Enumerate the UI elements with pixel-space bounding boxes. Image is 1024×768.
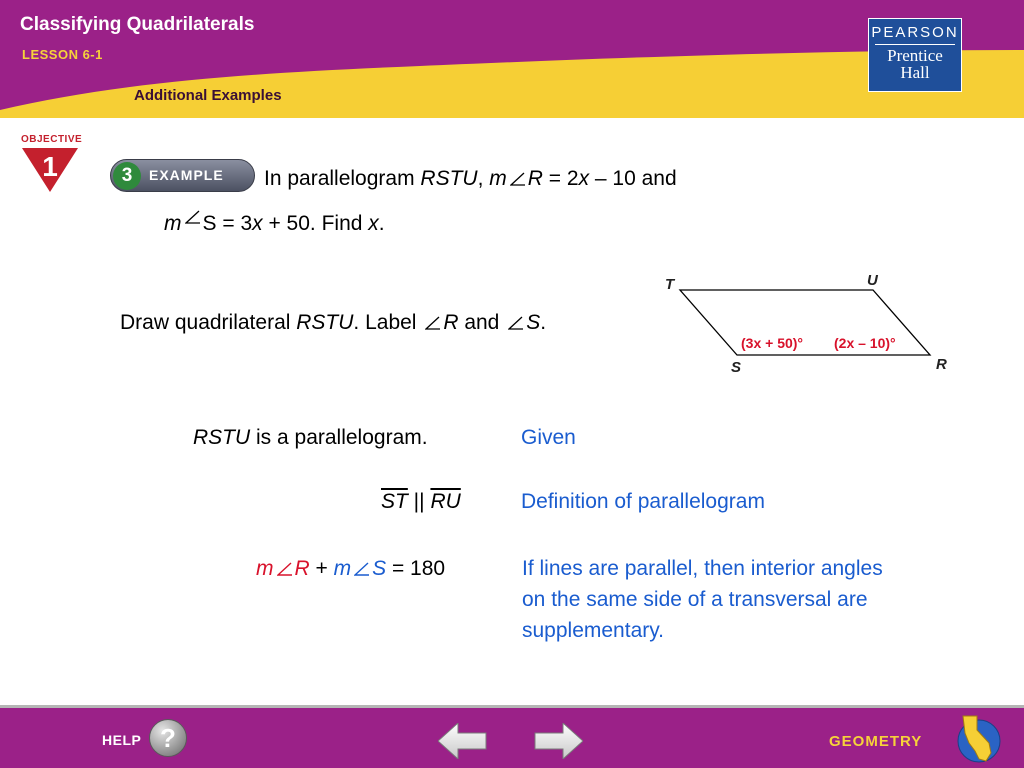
logo-divider <box>875 44 955 45</box>
problem-line-1 <box>264 167 677 191</box>
equation-part: + 50. Find <box>262 212 369 235</box>
angle-R: R <box>294 557 310 580</box>
instruction-text: and <box>458 311 506 334</box>
help-label[interactable]: HELP <box>102 732 142 748</box>
vertex-R: R <box>936 356 947 373</box>
statement-1 <box>193 426 428 450</box>
lesson-title: Classifying Quadrilaterals <box>20 14 255 35</box>
period: . <box>378 212 385 235</box>
angle-R: R <box>527 167 543 190</box>
lesson-number: LESSON 6-1 <box>22 47 103 62</box>
comma: , <box>477 167 490 190</box>
equation-part: = 2 <box>542 167 579 190</box>
angle-icon <box>354 562 369 576</box>
measure-m: m <box>333 557 352 580</box>
pearson-logo <box>868 18 962 92</box>
segment-RU: $\overline{RU}$ <box>430 490 461 513</box>
objective-badge-icon <box>22 148 78 194</box>
vertex-T: T <box>665 276 675 293</box>
measure-m: m <box>489 167 507 190</box>
forward-arrow-icon[interactable] <box>533 723 583 759</box>
segment-ST: $\overline{ST}$ <box>381 490 408 513</box>
angle-R-label: (2x – 10)° <box>834 335 896 351</box>
equals-180: = 180 <box>386 557 446 580</box>
measure-angle-R <box>256 557 310 580</box>
parallel-symbol: || <box>407 490 431 513</box>
variable-x: x <box>252 212 263 235</box>
subject-label: GEOMETRY <box>829 733 923 750</box>
problem-line-2 <box>164 210 385 236</box>
logo-line-2: Prentice <box>887 46 943 65</box>
angle-icon <box>425 316 440 330</box>
parallelogram-diagram <box>655 268 965 380</box>
angle-icon <box>277 562 292 576</box>
statement-text: is a parallelogram. <box>250 426 428 449</box>
reason-3: If lines are parallel, then interior angles on the same side of a transversal are supplementary. <box>522 557 883 642</box>
plus-sign: + <box>309 557 334 580</box>
angle-S: S <box>372 557 387 580</box>
variable-x: x <box>368 212 379 235</box>
vertex-S: S <box>731 359 742 376</box>
angle-icon <box>508 316 523 330</box>
angle-R: R <box>443 311 459 334</box>
reason-2: Definition of parallelogram <box>521 490 765 513</box>
help-button[interactable]: ? <box>149 719 187 757</box>
section-label: Additional Examples <box>134 87 282 104</box>
period: . <box>540 311 547 334</box>
vertex-U: U <box>867 272 878 289</box>
angle-S-label: (3x + 50)° <box>741 335 804 351</box>
variable-x: x <box>578 167 590 190</box>
quad-name: RSTU <box>420 167 478 190</box>
california-globe-icon <box>953 713 1003 765</box>
logo-line-1: PEARSON <box>871 24 959 41</box>
example-badge <box>110 159 255 192</box>
measure-m: m <box>256 557 274 580</box>
problem-text: In parallelogram <box>264 167 421 190</box>
measure-m: m <box>164 212 182 235</box>
angle-S: S <box>526 311 541 334</box>
example-number: 3 <box>113 162 141 190</box>
instruction-text: Draw quadrilateral <box>120 311 297 334</box>
instruction-text: . Label <box>353 311 423 334</box>
angle-icon <box>510 172 525 186</box>
quad-name: RSTU <box>296 311 354 334</box>
angle-icon <box>185 210 200 224</box>
reason-1: Given <box>521 426 576 449</box>
draw-instruction <box>120 311 546 335</box>
statement-2 <box>381 490 461 514</box>
equation-tail: – 10 and <box>589 167 677 190</box>
logo-line-3: Hall <box>900 63 930 82</box>
example-label: EXAMPLE <box>149 167 224 183</box>
statement-3 <box>256 557 445 581</box>
equation-part: S = 3 <box>202 212 253 235</box>
quad-name: RSTU <box>193 426 251 449</box>
objective-label: OBJECTIVE <box>21 134 83 145</box>
measure-angle-S <box>334 557 387 580</box>
back-arrow-icon[interactable] <box>438 723 488 759</box>
objective-number: 1 <box>42 151 58 182</box>
